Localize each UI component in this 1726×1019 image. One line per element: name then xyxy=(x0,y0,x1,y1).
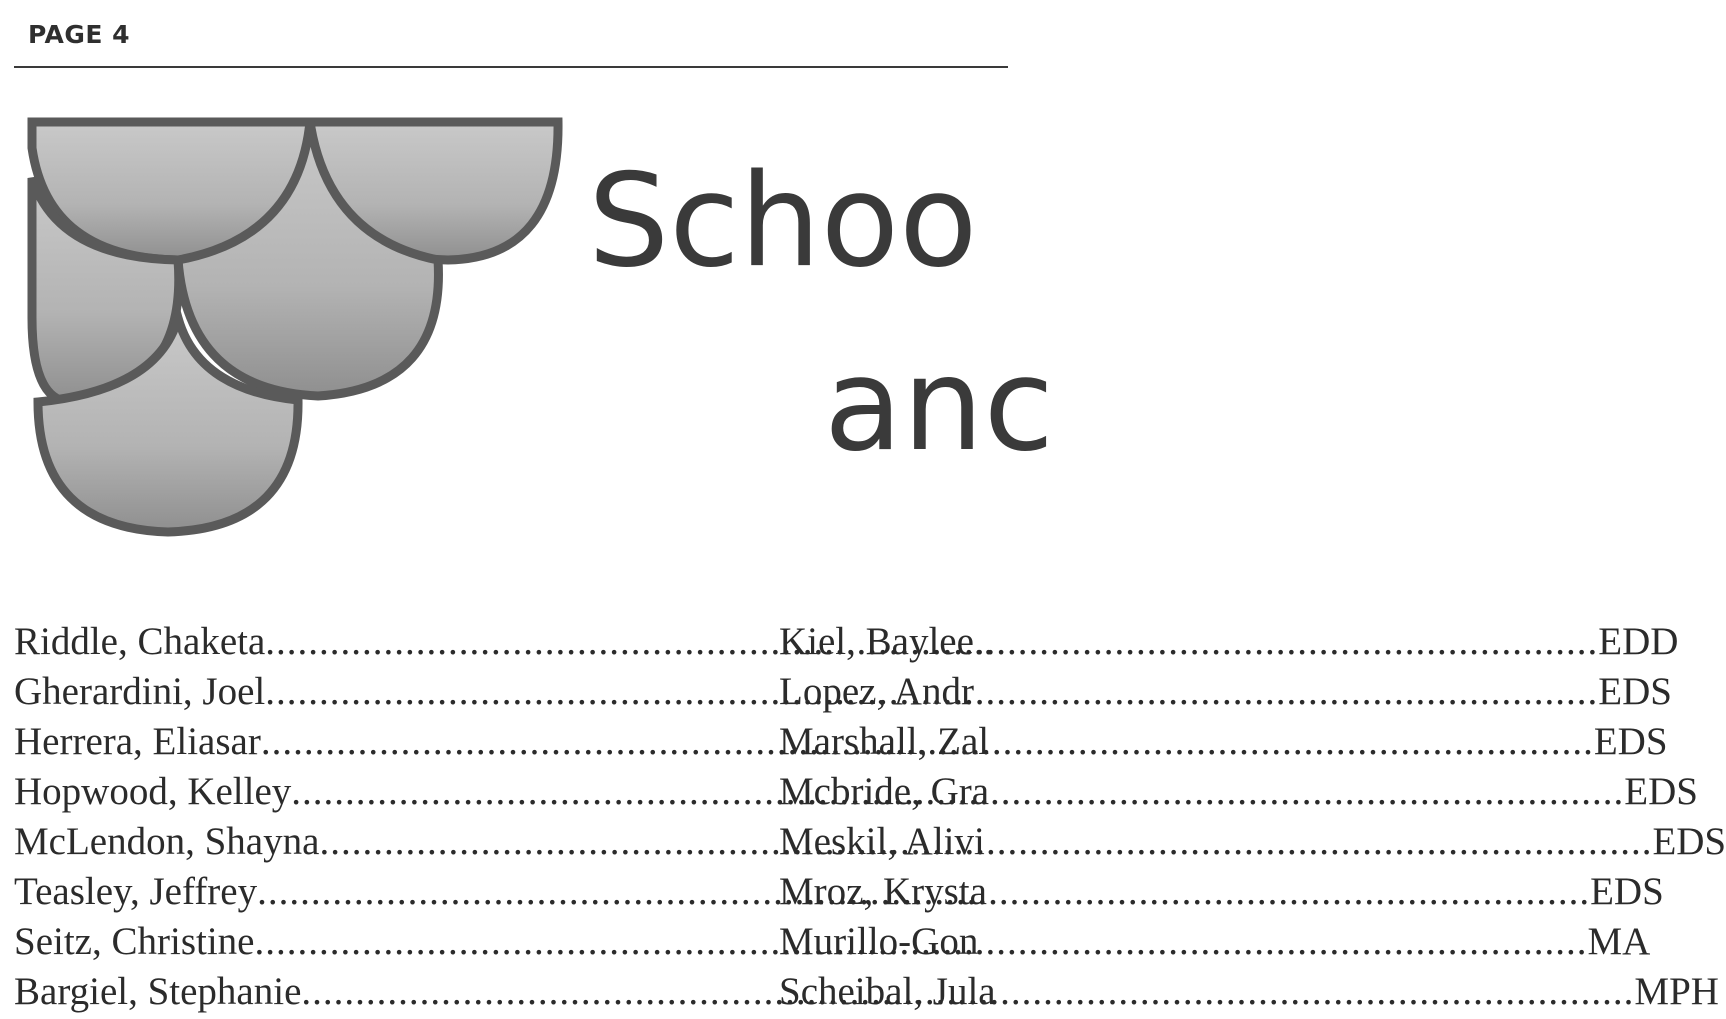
graduate-name: Hopwood, Kelley xyxy=(14,770,292,813)
graduate-name: Mroz, Krysta xyxy=(779,870,987,913)
graduate-name: Riddle, Chaketa xyxy=(14,620,266,663)
graduate-name: Murillo-Gon xyxy=(779,920,979,963)
list-item xyxy=(779,617,1008,667)
graduate-name: Kiel, Baylee.. xyxy=(779,620,994,663)
list-item xyxy=(779,867,1008,917)
headline xyxy=(588,130,1054,498)
graduate-degree: EDS xyxy=(1593,720,1668,763)
graduate-name: Herrera, Eliasar xyxy=(14,720,261,763)
graduate-degree: EDD xyxy=(1598,620,1679,663)
list-item xyxy=(779,667,1008,717)
graduate-name: Gherardini, Joel xyxy=(14,670,266,713)
graduate-degree: MA xyxy=(1587,920,1651,963)
graduate-name: Seitz, Christine xyxy=(14,920,255,963)
header-divider xyxy=(14,66,1008,68)
list-item xyxy=(779,967,1008,1017)
graduate-degree: EDS xyxy=(1624,770,1698,813)
graduate-name: Scheibal, Jula xyxy=(779,970,996,1013)
list-item xyxy=(779,717,1008,767)
headline-line-1: Schoo xyxy=(588,147,978,296)
page-number-label: PAGE 4 xyxy=(28,20,131,49)
headline-line-2: anc xyxy=(824,331,1054,480)
graduate-degree: EDS xyxy=(1598,670,1672,713)
graduate-name: Meskil, Alivi xyxy=(779,820,985,863)
fish-scale-tile-icon xyxy=(28,118,563,538)
graduate-name: McLendon, Shayna xyxy=(14,820,320,863)
graduate-name: Lopez, Andr xyxy=(779,670,974,713)
graduate-degree: EDS xyxy=(1590,870,1664,913)
graduate-degree: MPH xyxy=(1634,970,1719,1013)
graduate-name: Marshall, Zal xyxy=(779,720,990,763)
list-item xyxy=(779,817,1008,867)
list-item xyxy=(779,917,1008,967)
graduates-list-right xyxy=(779,617,1008,1017)
graduate-name: Teasley, Jeffrey xyxy=(14,870,258,913)
graduate-name: Mcbride, Gra xyxy=(779,770,990,813)
list-item xyxy=(779,767,1008,817)
graduate-name: Bargiel, Stephanie xyxy=(14,970,302,1013)
graduate-degree: EDS xyxy=(1652,820,1726,863)
